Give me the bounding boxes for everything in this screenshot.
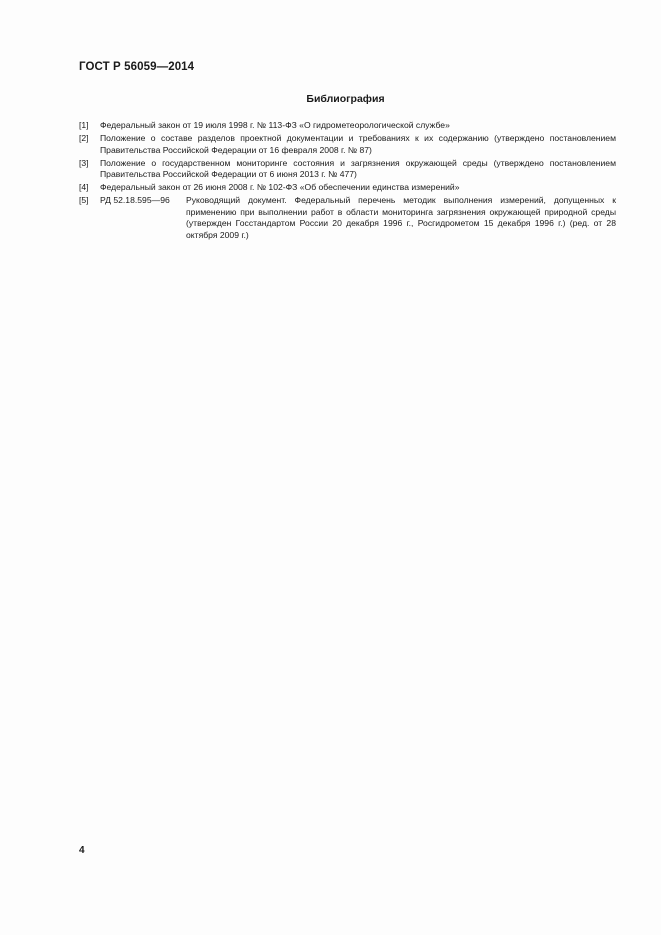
bibliography-item-5	[79, 195, 616, 241]
bibliography-list	[79, 120, 616, 243]
bibliography-item-code: РД 52.18.595—96	[100, 195, 170, 205]
bibliography-item-number: [1]	[79, 120, 89, 130]
bibliography-item-number: [2]	[79, 133, 89, 143]
bibliography-title: Библиография	[306, 93, 385, 105]
bibliography-item-text: Положение о составе разделов проектной документации и требованиях к их содержанию (утверждено постановлением Правительства Российской Федерации от 16 февраля 2008 г. № 87)	[100, 133, 616, 155]
bibliography-item-2	[79, 133, 616, 156]
bibliography-item-text: Федеральный закон от 26 июня 2008 г. № 102-ФЗ «Об обеспечении единства измерений»	[100, 182, 460, 192]
bibliography-item-4	[79, 182, 616, 194]
bibliography-item-text: Положение о государственном мониторинге состояния и загрязнения окружающей среды (утверждено постановлением Правительства Российской Федерации от 6 июня 2013 г. № 477)	[100, 157, 616, 179]
bibliography-item-1	[79, 120, 616, 132]
page-number: 4	[79, 845, 85, 856]
bibliography-item-number: [3]	[79, 157, 89, 168]
bibliography-item-text: Руководящий документ. Федеральный перечень методик выполнения измерений, допущенных к применению при выполнении работ в области мониторинга загрязнения окружающей природной среды (утвержден Госстандартом России 20 декабря 1996 г., Росгидрометом 15 декабря 1996 г.) (ред. от 28 октября 2009 г.)	[186, 195, 616, 240]
bibliography-item-3	[79, 158, 616, 181]
bibliography-item-number: [5]	[79, 195, 89, 205]
document-code: ГОСТ Р 56059—2014	[79, 61, 195, 73]
bibliography-item-number: [4]	[79, 182, 89, 192]
bibliography-item-text: Федеральный закон от 19 июля 1998 г. № 113-ФЗ «О гидрометеорологической службе»	[100, 120, 450, 130]
